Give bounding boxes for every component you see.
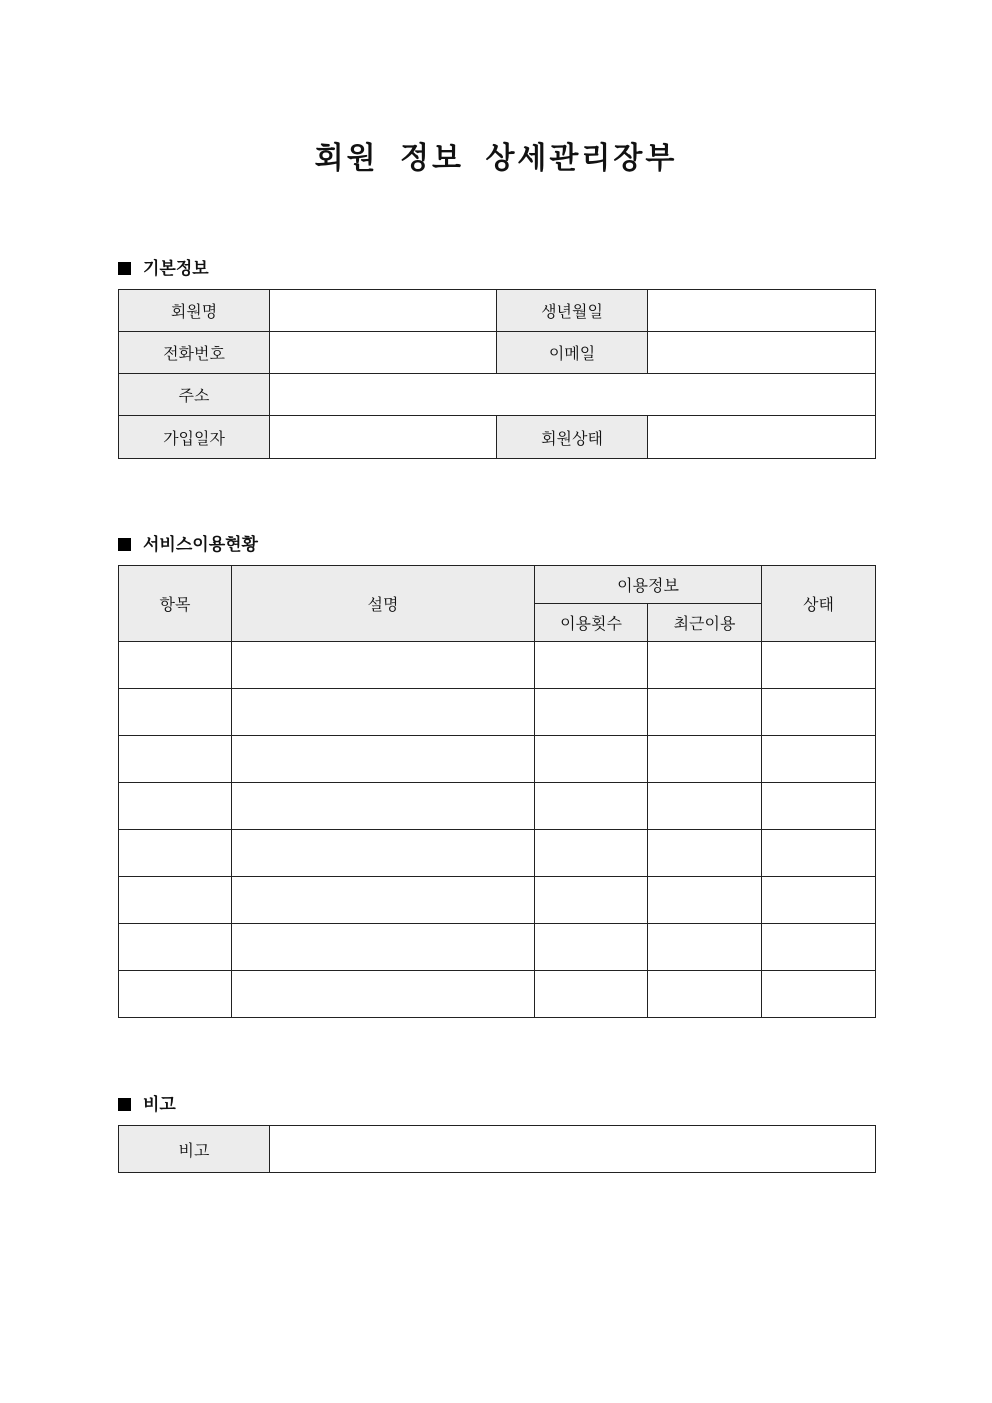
table-row: [119, 783, 876, 830]
usage-count-cell[interactable]: [535, 689, 648, 736]
section-heading-basic: [118, 254, 209, 279]
status-cell[interactable]: [762, 971, 876, 1018]
description-cell[interactable]: [232, 971, 535, 1018]
recent-use-cell[interactable]: [648, 736, 762, 783]
usage-count-cell[interactable]: [535, 971, 648, 1018]
recent-use-cell[interactable]: [648, 971, 762, 1018]
note-label: 비고: [119, 1126, 270, 1173]
phone-label: 전화번호: [119, 332, 270, 374]
section-heading-service: [118, 530, 258, 555]
service-rows: [119, 642, 876, 1018]
service-usage-table: [118, 565, 876, 1018]
table-row: [119, 416, 876, 459]
description-cell[interactable]: [232, 924, 535, 971]
status-cell[interactable]: [762, 736, 876, 783]
usage-count-cell[interactable]: [535, 642, 648, 689]
col-header-status: 상태: [762, 566, 876, 642]
col-header-item: 항목: [119, 566, 232, 642]
birth-field[interactable]: [648, 290, 876, 332]
recent-use-cell[interactable]: [648, 830, 762, 877]
table-row: [119, 642, 876, 689]
note-field[interactable]: [270, 1126, 876, 1173]
email-label: 이메일: [497, 332, 648, 374]
section-heading-note: [118, 1090, 176, 1115]
usage-count-cell[interactable]: [535, 924, 648, 971]
status-cell[interactable]: [762, 830, 876, 877]
status-cell[interactable]: [762, 642, 876, 689]
table-row: [119, 689, 876, 736]
table-row: [119, 290, 876, 332]
section-title: 비고: [143, 1095, 176, 1115]
item-cell[interactable]: [119, 642, 232, 689]
usage-count-cell[interactable]: [535, 783, 648, 830]
description-cell[interactable]: [232, 642, 535, 689]
table-row: [119, 1126, 876, 1173]
table-row: [119, 374, 876, 416]
item-cell[interactable]: [119, 736, 232, 783]
note-table: [118, 1125, 876, 1173]
name-label: 회원명: [119, 290, 270, 332]
section-title: 서비스이용현황: [143, 535, 258, 555]
table-row: [119, 736, 876, 783]
table-row: [119, 971, 876, 1018]
square-bullet-icon: [118, 538, 131, 551]
square-bullet-icon: [118, 262, 131, 275]
square-bullet-icon: [118, 1098, 131, 1111]
status-cell[interactable]: [762, 783, 876, 830]
table-row: [119, 332, 876, 374]
description-cell[interactable]: [232, 783, 535, 830]
usage-count-cell[interactable]: [535, 736, 648, 783]
recent-use-cell[interactable]: [648, 783, 762, 830]
table-row: [119, 830, 876, 877]
join-date-label: 가입일자: [119, 416, 270, 459]
item-cell[interactable]: [119, 924, 232, 971]
email-field[interactable]: [648, 332, 876, 374]
member-status-label: 회원상태: [497, 416, 648, 459]
section-title: 기본정보: [143, 259, 209, 279]
page-title: 회원 정보 상세관리장부: [314, 141, 678, 176]
description-cell[interactable]: [232, 877, 535, 924]
status-cell[interactable]: [762, 924, 876, 971]
description-cell[interactable]: [232, 736, 535, 783]
status-cell[interactable]: [762, 689, 876, 736]
item-cell[interactable]: [119, 877, 232, 924]
recent-use-cell[interactable]: [648, 642, 762, 689]
col-header-usage-count: 이용횟수: [535, 604, 648, 642]
address-field[interactable]: [270, 374, 876, 416]
phone-field[interactable]: [270, 332, 497, 374]
table-row: [119, 924, 876, 971]
description-cell[interactable]: [232, 689, 535, 736]
recent-use-cell[interactable]: [648, 924, 762, 971]
birth-label: 생년월일: [497, 290, 648, 332]
recent-use-cell[interactable]: [648, 877, 762, 924]
item-cell[interactable]: [119, 783, 232, 830]
join-date-field[interactable]: [270, 416, 497, 459]
item-cell[interactable]: [119, 689, 232, 736]
item-cell[interactable]: [119, 971, 232, 1018]
col-header-description: 설명: [232, 566, 535, 642]
member-status-field[interactable]: [648, 416, 876, 459]
status-cell[interactable]: [762, 877, 876, 924]
recent-use-cell[interactable]: [648, 689, 762, 736]
col-header-recent-use: 최근이용: [648, 604, 762, 642]
table-header-row: [119, 566, 876, 604]
name-field[interactable]: [270, 290, 497, 332]
usage-count-cell[interactable]: [535, 830, 648, 877]
table-row: [119, 877, 876, 924]
item-cell[interactable]: [119, 830, 232, 877]
address-label: 주소: [119, 374, 270, 416]
col-header-usage-info: 이용정보: [535, 566, 762, 604]
description-cell[interactable]: [232, 830, 535, 877]
basic-info-table: [118, 289, 876, 459]
usage-count-cell[interactable]: [535, 877, 648, 924]
